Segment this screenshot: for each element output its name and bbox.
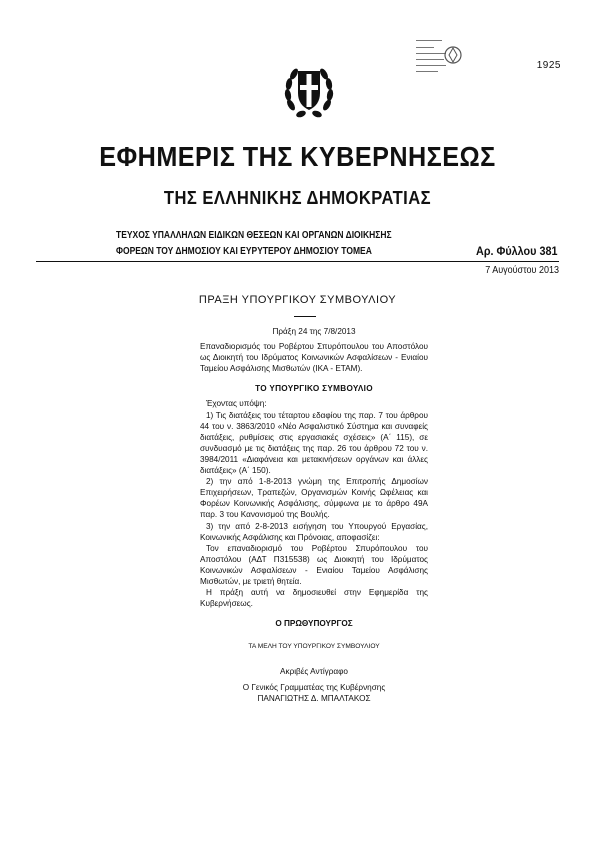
decision-text: Τον επαναδιορισμό του Ροβέρτου Σπυρόπουλου του Αποστόλου (ΑΔΤ Π315538) ως Διοικητή του Ιδρύματος Κοινωνικών Ασφαλίσεων - Ενιαίου Ταμείου Ασφάλισης Μισθωτών, με τριετή θητεία. <box>200 543 428 586</box>
gazette-subtitle: ΤΗΣ ΕΛΛΗΝΙΚΗΣ ΔΗΜΟΚΡΑΤΙΑΣ <box>163 188 432 208</box>
stamp-line <box>416 65 446 66</box>
council-heading: ΤΟ ΥΠΟΥΡΓΙΚΟ ΣΥΜΒΟΥΛΙΟ <box>255 384 373 394</box>
sheet-number: Αρ. Φύλλου 381 <box>475 244 557 258</box>
considering-line: Έχοντας υπόψη: <box>206 399 267 409</box>
section-title: ΠΡΑΞΗ ΥΠΟΥΡΓΙΚΟΥ ΣΥΜΒΟΥΛΙΟΥ <box>198 294 397 306</box>
issue-type-line: ΦΟΡΕΩΝ ΤΟΥ ΔΗΜΟΣΙΟΥ ΚΑΙ ΕΥΡΥΤΕΡΟΥ ΔΗΜΟΣΙΟΥ ΤΟΜΕΑ <box>116 246 372 257</box>
issue-date: 7 Αυγούστου 2013 <box>485 265 559 276</box>
coat-of-arms-icon <box>283 61 335 121</box>
header-divider <box>36 261 559 262</box>
true-copy-label: Ακριβές Αντίγραφο <box>280 667 348 677</box>
council-members-signature: ΤΑ ΜΕΛΗ ΤΟΥ ΥΠΟΥΡΓΙΚΟΥ ΣΥΜΒΟΥΛΙΟΥ <box>248 643 380 651</box>
act-body <box>200 326 428 704</box>
consideration-point: 3) την από 2-8-2013 εισήγηση του Υπουργού Εργασίας, Κοινωνικής Ασφάλισης και Πρόνοιας, αποφασίζει: <box>200 521 428 542</box>
secretary-name: ΠΑΝΑΓΙΩΤΗΣ Δ. ΜΠΑΛΤΑΚΟΣ <box>257 693 371 703</box>
page-number: 1925 <box>536 60 561 71</box>
gazette-title: ΕΦΗΜΕΡΙΣ ΤΗΣ ΚΥΒΕΡΝΗΣΕΩΣ <box>99 141 496 172</box>
secretary-title: Ο Γενικός Γραμματέας της Κυβέρνησης <box>242 682 386 692</box>
stamp-line <box>416 59 444 60</box>
stamp-line <box>416 40 442 41</box>
section-divider <box>294 316 316 317</box>
act-summary: Επαναδιορισμός του Ροβέρτου Σπυρόπουλου του Αποστόλου ως Διοικητή του Ιδρύματος Κοινωνικών Ασφαλίσεων - Ενιαίου Ταμείου Ασφάλισης Μισθωτών (ΙΚΑ - ΕΤΑΜ). <box>200 342 428 374</box>
act-number: Πράξη 24 της 7/8/2013 <box>272 327 356 336</box>
publisher-stamp <box>416 38 462 74</box>
consideration-point: 2) την από 1-8-2013 γνώμη της Επιτροπής Δημοσίων Επιχειρήσεων, Τραπεζών, Οργανισμών Κοινής Ωφέλειας και Φορέων Κοινωνικής Ασφάλισης, σύμφωνα με το άρθρο 49Α παρ. 3 του Κανονισμού της Βουλής. <box>200 477 428 520</box>
issue-type-line: ΤΕΥΧΟΣ ΥΠΑΛΛΗΛΩΝ ΕΙΔΙΚΩΝ ΘΕΣΕΩΝ ΚΑΙ ΟΡΓΑΝΩΝ ΔΙΟΙΚΗΣΗΣ <box>116 230 392 241</box>
consideration-point: 1) Τις διατάξεις του τέταρτου εδαφίου της παρ. 7 του άρθρου 44 του ν. 3863/2010 «Νέο Ασφαλιστικό Σύστημα και συναφείς διατάξεις, ρυθμίσεις στις εργασιακές σχέσεις» (Α΄ 115), σε συνδυασμό με τις διατάξεις της παρ. 26 του άρθρου 72 του ν. 3984/2011 «Διαφάνεια και μετακινήσεων οργάνων και άλλες διατάξεις» (Α΄ 150). <box>200 410 428 476</box>
stamp-logo-icon <box>444 42 462 68</box>
stamp-line <box>416 47 434 48</box>
stamp-line <box>416 71 438 72</box>
stamp-line <box>416 53 446 54</box>
publication-order: Η πράξη αυτή να δημοσιευθεί στην Εφημερίδα της Κυβερνήσεως. <box>200 588 428 609</box>
prime-minister-signature: Ο ΠΡΩΘΥΠΟΥΡΓΟΣ <box>275 619 353 629</box>
